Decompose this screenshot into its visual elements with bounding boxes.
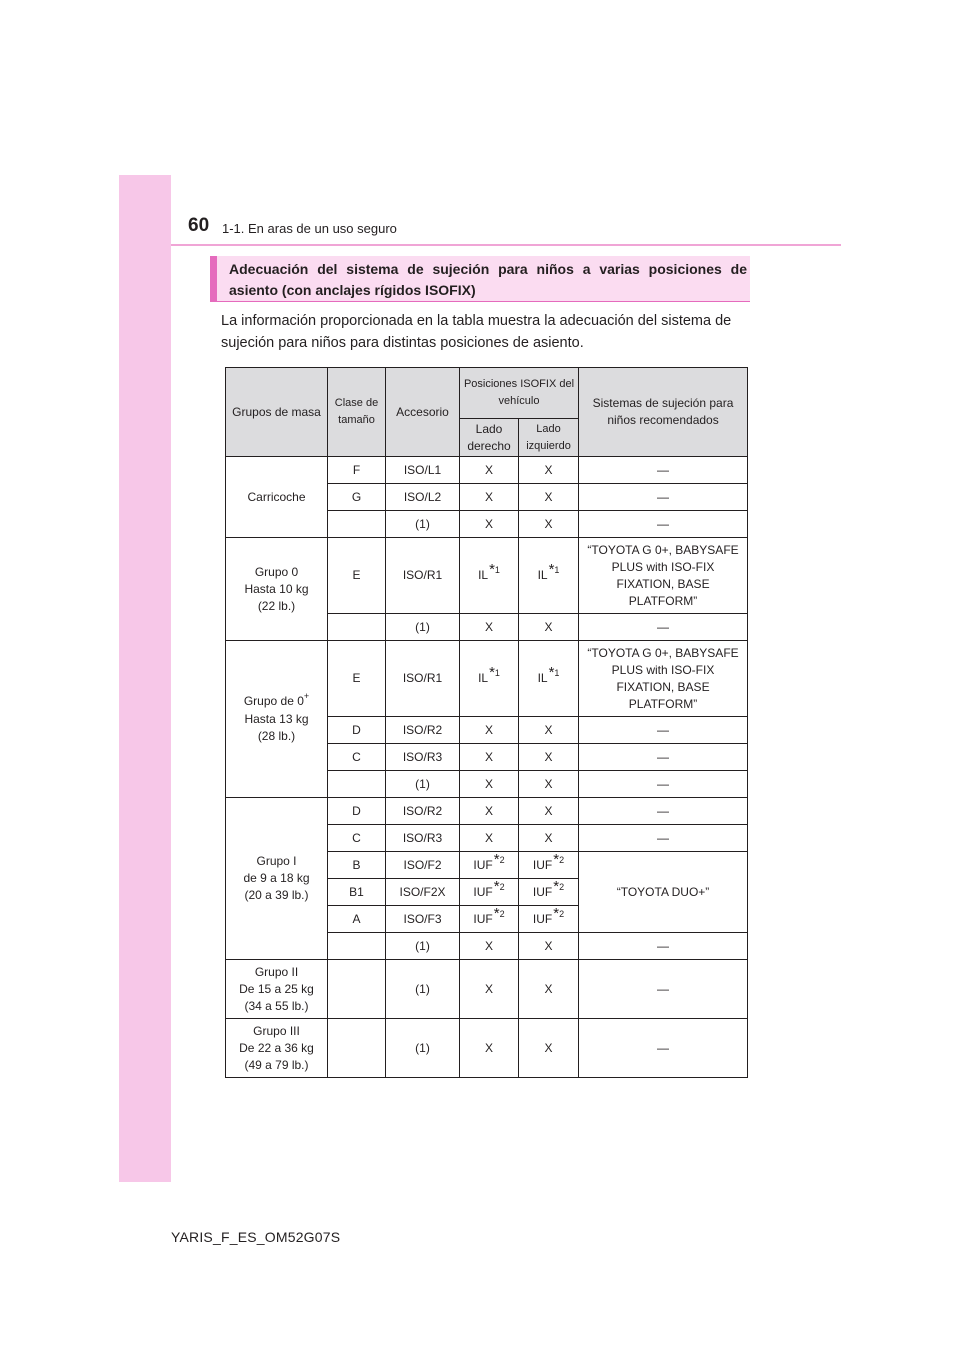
- recommended-cell: —: [579, 771, 748, 798]
- size-class-cell: B1: [328, 879, 386, 906]
- size-class-cell: [328, 933, 386, 960]
- size-class-cell: G: [328, 484, 386, 511]
- left-side-cell: X: [519, 1019, 579, 1078]
- subsection-heading-text: Adecuación del sistema de sujeción para niños a varias posiciones de asiento (con anclajes rígidos ISOFIX): [229, 261, 747, 298]
- size-class-cell: D: [328, 798, 386, 825]
- note-asterisk: *: [493, 850, 500, 868]
- table-row: [226, 538, 748, 614]
- right-side-cell: [460, 538, 519, 614]
- note-number: 2: [559, 854, 565, 865]
- right-side-cell: [460, 641, 519, 717]
- right-side-cell: X: [460, 933, 519, 960]
- recommended-cell: —: [579, 457, 748, 484]
- recommended-cell: —: [579, 511, 748, 538]
- right-side-cell: X: [460, 825, 519, 852]
- fixture-cell: ISO/L2: [386, 484, 460, 511]
- size-class-cell: [328, 1019, 386, 1078]
- recommended-cell: —: [579, 1019, 748, 1078]
- right-side-value: IL: [478, 671, 489, 685]
- subsection-heading: [210, 256, 750, 302]
- fixture-cell: ISO/R1: [386, 538, 460, 614]
- note-number: 1: [494, 668, 500, 678]
- isofix-suitability-table: [225, 367, 748, 1078]
- right-side-value: IUF: [473, 911, 493, 926]
- left-side-cell: [519, 538, 579, 614]
- fixture-cell: (1): [386, 614, 460, 641]
- right-side-value: IL: [478, 568, 489, 582]
- recommended-cell: “TOYOTA G 0+, BABYSAFE PLUS with ISO-FIX FIXATION, BASE PLATFORM”: [579, 641, 748, 717]
- header-recommended: Sistemas de sujeción para niños recomendados: [579, 368, 748, 457]
- recommended-cell: —: [579, 614, 748, 641]
- size-class-cell: [328, 614, 386, 641]
- size-class-cell: [328, 960, 386, 1019]
- fixture-cell: ISO/F2X: [386, 879, 460, 906]
- note-asterisk: *: [493, 904, 500, 922]
- left-side-cell: X: [519, 457, 579, 484]
- note-asterisk: *: [553, 850, 560, 868]
- mass-group-label: Carricoche: [226, 457, 328, 538]
- right-side-cell: X: [460, 717, 519, 744]
- right-side-cell: X: [460, 1019, 519, 1078]
- size-class-cell: B: [328, 852, 386, 879]
- header-fixture: Accesorio: [386, 368, 460, 457]
- size-class-cell: D: [328, 717, 386, 744]
- size-class-cell: F: [328, 457, 386, 484]
- left-side-cell: X: [519, 614, 579, 641]
- recommended-cell: —: [579, 933, 748, 960]
- mass-group-label: Grupo I de 9 a 18 kg (20 a 39 lb.): [226, 798, 328, 960]
- size-class-cell: E: [328, 641, 386, 717]
- document-code: YARIS_F_ES_OM52G07S: [171, 1229, 341, 1245]
- table-row: [226, 798, 748, 825]
- mass-group-line1: Grupo de 0: [243, 694, 304, 708]
- size-class-cell: E: [328, 538, 386, 614]
- left-side-value: IUF: [532, 911, 553, 926]
- sidebar-color-band: [119, 175, 171, 1182]
- fixture-cell: ISO/R2: [386, 717, 460, 744]
- size-class-cell: [328, 511, 386, 538]
- left-side-value: IL: [537, 568, 548, 582]
- recommended-cell: “TOYOTA DUO+”: [579, 852, 748, 933]
- left-side-cell: [519, 641, 579, 717]
- fixture-cell: ISO/R3: [386, 744, 460, 771]
- header-size-class: Clase de tamaño: [328, 368, 386, 457]
- right-side-cell: X: [460, 960, 519, 1019]
- left-side-cell: [519, 879, 579, 906]
- header-rule: [171, 244, 841, 246]
- page-number: 60: [188, 215, 210, 236]
- note-number: 2: [559, 881, 565, 892]
- right-side-cell: X: [460, 771, 519, 798]
- left-side-cell: X: [519, 484, 579, 511]
- mass-group-label: Grupo II De 15 a 25 kg (34 a 55 lb.): [226, 960, 328, 1019]
- note-number: 2: [559, 908, 565, 919]
- right-side-cell: X: [460, 614, 519, 641]
- fixture-cell: (1): [386, 511, 460, 538]
- right-side-cell: X: [460, 511, 519, 538]
- size-class-cell: C: [328, 825, 386, 852]
- recommended-cell: —: [579, 484, 748, 511]
- mass-group-label: Grupo 0 Hasta 10 kg (22 lb.): [226, 538, 328, 641]
- section-title: 1-1. En aras de un uso seguro: [222, 221, 397, 236]
- right-side-value: IUF: [473, 884, 493, 899]
- left-side-cell: X: [519, 825, 579, 852]
- note-number: 2: [499, 854, 505, 865]
- fixture-cell: (1): [386, 1019, 460, 1078]
- left-side-cell: X: [519, 511, 579, 538]
- note-asterisk: *: [548, 664, 555, 681]
- note-asterisk: *: [553, 904, 560, 922]
- note-number: 1: [554, 668, 560, 678]
- mass-group-plus: +: [303, 691, 310, 701]
- left-side-cell: X: [519, 717, 579, 744]
- size-class-cell: A: [328, 906, 386, 933]
- table-row: [226, 641, 748, 717]
- note-number: 2: [499, 881, 505, 892]
- right-side-value: IUF: [473, 857, 493, 872]
- left-side-cell: X: [519, 798, 579, 825]
- header-left-side: Lado izquierdo: [519, 419, 579, 457]
- note-asterisk: *: [493, 877, 500, 895]
- right-side-cell: [460, 906, 519, 933]
- right-side-cell: X: [460, 457, 519, 484]
- right-side-cell: X: [460, 484, 519, 511]
- note-asterisk: *: [548, 561, 555, 578]
- size-class-cell: [328, 771, 386, 798]
- note-number: 2: [499, 908, 505, 919]
- fixture-cell: ISO/F3: [386, 906, 460, 933]
- recommended-cell: —: [579, 825, 748, 852]
- right-side-cell: X: [460, 744, 519, 771]
- recommended-cell: —: [579, 717, 748, 744]
- header-mass-group: Grupos de masa: [226, 368, 328, 457]
- fixture-cell: (1): [386, 933, 460, 960]
- left-side-value: IUF: [532, 884, 553, 899]
- left-side-cell: X: [519, 933, 579, 960]
- recommended-cell: —: [579, 960, 748, 1019]
- left-side-cell: [519, 906, 579, 933]
- header-right-side: Lado derecho: [460, 419, 519, 457]
- left-side-cell: X: [519, 960, 579, 1019]
- right-side-cell: [460, 852, 519, 879]
- fixture-cell: (1): [386, 771, 460, 798]
- left-side-value: IUF: [532, 857, 553, 872]
- recommended-cell: —: [579, 798, 748, 825]
- recommended-cell: —: [579, 744, 748, 771]
- note-asterisk: *: [489, 664, 495, 681]
- note-asterisk: *: [489, 561, 495, 578]
- left-side-value: IL: [537, 671, 548, 685]
- note-asterisk: *: [553, 877, 560, 895]
- right-side-cell: [460, 879, 519, 906]
- mass-group-label: Grupo III De 22 a 36 kg (49 a 79 lb.): [226, 1019, 328, 1078]
- table-row: [226, 960, 748, 1019]
- left-side-cell: X: [519, 744, 579, 771]
- fixture-cell: ISO/R1: [386, 641, 460, 717]
- mass-group-label: [226, 641, 328, 798]
- size-class-cell: C: [328, 744, 386, 771]
- fixture-cell: ISO/R3: [386, 825, 460, 852]
- fixture-cell: ISO/L1: [386, 457, 460, 484]
- left-side-cell: [519, 852, 579, 879]
- right-side-cell: X: [460, 798, 519, 825]
- left-side-cell: X: [519, 771, 579, 798]
- note-number: 1: [494, 565, 500, 575]
- recommended-cell: “TOYOTA G 0+, BABYSAFE PLUS with ISO-FIX FIXATION, BASE PLATFORM”: [579, 538, 748, 614]
- table-row: [226, 457, 748, 484]
- intro-paragraph: La información proporcionada en la tabla muestra la adecuación del sistema de sujeción para niños para distintas posiciones de asiento.: [221, 313, 732, 351]
- mass-group-rest: Hasta 13 kg (28 lb.): [244, 712, 309, 743]
- note-number: 1: [554, 565, 560, 575]
- fixture-cell: (1): [386, 960, 460, 1019]
- table-row: [226, 1019, 748, 1078]
- fixture-cell: ISO/F2: [386, 852, 460, 879]
- header-isofix-positions: Posiciones ISOFIX del vehículo: [460, 368, 579, 419]
- fixture-cell: ISO/R2: [386, 798, 460, 825]
